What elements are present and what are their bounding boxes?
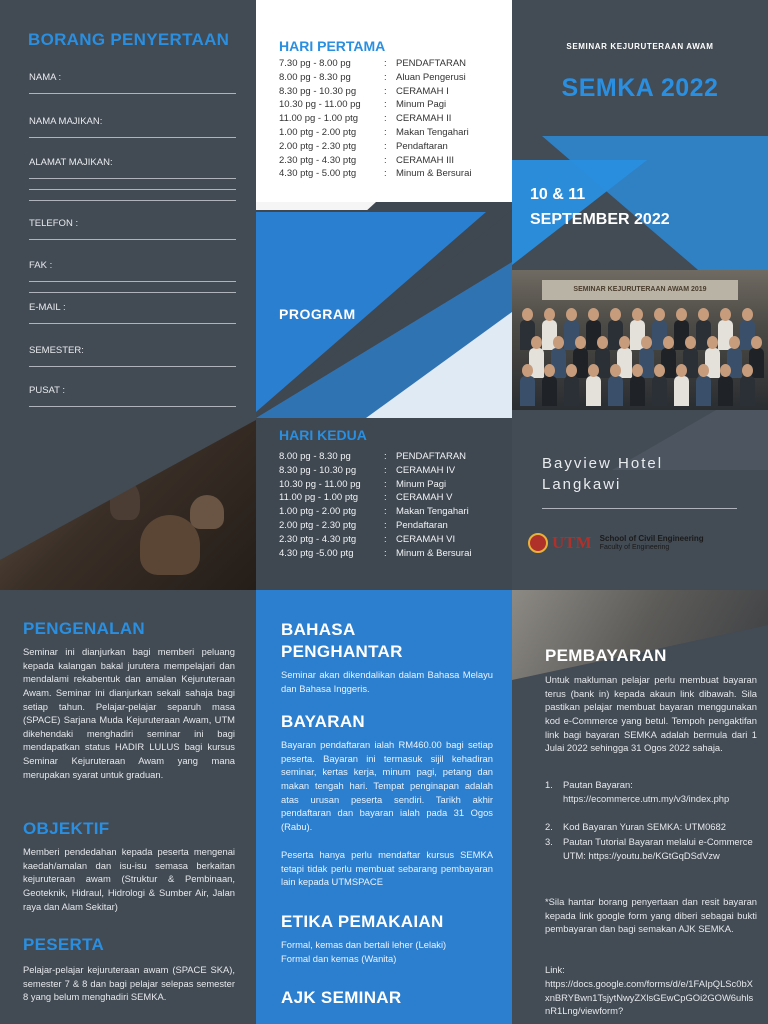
schedule-item: Aluan Pengerusi	[396, 71, 466, 83]
schedule-row	[279, 86, 509, 97]
pembayaran-heading: PEMBAYARAN	[545, 646, 667, 665]
venue-location: Langkawi	[542, 476, 622, 493]
peserta-text: Pelajar-pelajar kejuruteraan awam (SPACE SKA), semester 7 & 8 dan bagi pelajar selepas semester 8 yang belum menghadiri SEMKA.	[23, 964, 235, 1003]
schedule-item: Minum Pagi	[396, 478, 447, 490]
field-alamat-majikan[interactable]	[29, 157, 236, 201]
attendee-head	[729, 336, 740, 349]
field-line	[29, 313, 236, 324]
schedule-separator: :	[384, 113, 387, 125]
schedule-item: Minum Pagi	[396, 99, 447, 111]
schedule-row	[279, 99, 509, 110]
attendee-head	[685, 336, 696, 349]
bayaran-text: Bayaran pendaftaran ialah RM460.00 bagi setiap peserta. Bayaran ini termasuk sijil kehadiran seminar, kertas kerja, minum pagi, petang dan makan tengah hari. Tempat penginapan adalah atas urusan peserta sendiri. Tarikh akhir pendaftaran dan bayaran ialah pada 31 Ogos (Rabu).	[281, 739, 493, 832]
google-form-link[interactable]: https://docs.google.com/forms/d/e/1FAIpQLSc0bXxnBRYBwn1TsjytNwyZXlsGEwCpGOi2GOW6uhlsnR1Lng/viewform?	[545, 978, 754, 1017]
schedule-row	[279, 520, 509, 531]
decorative-triangle	[0, 420, 256, 560]
schedule-row	[279, 72, 509, 83]
schedule-row	[279, 492, 509, 503]
schedule-row	[279, 534, 509, 545]
field-line	[29, 168, 236, 179]
schedule-item: Pendaftaran	[396, 140, 448, 152]
field-label: SEMESTER:	[29, 345, 84, 356]
schedule-separator: :	[384, 451, 387, 462]
objektif-heading: OBJEKTIF	[23, 819, 110, 838]
attendee-head	[676, 308, 687, 321]
attendee-head	[544, 364, 555, 377]
attendee-body	[652, 376, 667, 406]
attendee-head	[588, 364, 599, 377]
schedule-time: 1.00 ptg - 2.00 ptg	[279, 506, 357, 518]
payment-panel	[512, 590, 768, 1024]
schedule-separator: :	[384, 520, 387, 531]
schedule-separator: :	[384, 533, 387, 545]
attendee-head	[566, 364, 577, 377]
schedule-separator: :	[384, 547, 387, 559]
program-label: PROGRAM	[279, 306, 356, 322]
field-label: NAMA MAJIKAN:	[29, 116, 103, 127]
seminar-subtitle: SEMINAR KEJURUTERAAN AWAM	[566, 42, 714, 51]
attendee-body	[674, 376, 689, 406]
attendee-head	[597, 336, 608, 349]
schedule-row	[279, 58, 509, 69]
attendee-head	[663, 336, 674, 349]
schedule-row	[279, 155, 509, 166]
pengenalan-heading: PENGENALAN	[23, 619, 146, 638]
field-line	[29, 282, 236, 293]
attendee-body	[696, 376, 711, 406]
attendee-head	[654, 308, 665, 321]
list-item	[545, 835, 757, 862]
attendee-head	[544, 308, 555, 321]
attendee-head	[698, 308, 709, 321]
registration-form-panel	[0, 0, 256, 590]
attendee-head	[610, 364, 621, 377]
attendee-head	[619, 336, 630, 349]
schedule-item: CERAMAH II	[396, 113, 452, 125]
faculty-name: Faculty of Engineering	[599, 543, 670, 551]
field-fak[interactable]	[29, 260, 236, 293]
field-label: E-MAIL :	[29, 302, 66, 313]
event-title: SEMKA 2022	[561, 74, 719, 102]
utm-wordmark: UTM	[552, 533, 592, 552]
group-photo	[512, 270, 768, 410]
schedule-time: 11.00 pg - 1.00 ptg	[279, 492, 359, 504]
participants-photo	[0, 420, 256, 590]
info-panel	[256, 590, 512, 1024]
schedule-row	[279, 479, 509, 490]
attendee-head	[566, 308, 577, 321]
utm-logo	[528, 533, 704, 553]
schedule-separator: :	[384, 99, 387, 111]
field-pusat[interactable]	[29, 385, 236, 407]
schedule-separator: :	[384, 464, 387, 476]
school-name: School of Civil Engineering	[599, 534, 704, 544]
attendee-head	[522, 308, 533, 321]
event-date-month: SEPTEMBER 2022	[530, 211, 670, 228]
schedule-separator: :	[384, 506, 387, 518]
schedule-time: 10.30 pg - 11.00 pg	[279, 99, 361, 111]
schedule-row	[279, 465, 509, 476]
attendee-head	[588, 308, 599, 321]
attendee-head	[720, 308, 731, 321]
schedule-time: 2.00 ptg - 2.30 ptg	[279, 520, 357, 531]
event-date-days: 10 & 11	[530, 186, 586, 203]
schedule-separator: :	[384, 168, 387, 180]
introduction-panel	[0, 590, 256, 1024]
list-number: 1.	[545, 779, 553, 790]
attendee-body	[564, 376, 579, 406]
bahasa-text: Seminar akan dikendalikan dalam Bahasa Melayu dan Bahasa Inggeris.	[281, 669, 493, 694]
payment-code-text: Kod Bayaran Yuran SEMKA: UTM0682	[563, 821, 726, 832]
schedule-time: 4.30 ptg -5.00 ptg	[279, 547, 354, 559]
list-item	[545, 778, 757, 805]
schedule-item: Makan Tengahari	[396, 127, 469, 138]
schedule-time: 8.00 pg - 8.30 pg	[279, 71, 351, 83]
schedule-row	[279, 506, 509, 517]
attendee-head	[610, 308, 621, 321]
etika-heading: ETIKA PEMAKAIAN	[281, 912, 444, 931]
field-label: FAK :	[29, 260, 53, 271]
schedule-item: CERAMAH VI	[396, 533, 456, 545]
attendee-head	[575, 336, 586, 349]
field-line	[29, 396, 236, 407]
bayaran-note: Peserta hanya perlu mendaftar kursus SEMKA tetapi tidak perlu membuat sebarang pembayaran lain kepada UTMSPACE	[281, 849, 493, 888]
etika-line-women: Formal dan kemas (Wanita)	[281, 953, 397, 964]
schedule-item: PENDAFTARAN	[396, 451, 467, 462]
schedule-row	[279, 548, 509, 559]
schedule-row	[279, 451, 509, 462]
schedule-item: Pendaftaran	[396, 520, 448, 531]
schedule-row	[279, 113, 509, 124]
list-item	[545, 820, 757, 834]
bahasa-heading-1: BAHASA	[281, 620, 356, 639]
schedule-time: 8.00 pg - 8.30 pg	[279, 451, 351, 462]
field-line	[29, 229, 236, 240]
attendee-head	[707, 336, 718, 349]
photo-banner: SEMINAR KEJURUTERAAN AWAM 2019	[542, 280, 738, 300]
field-telefon[interactable]	[29, 218, 236, 240]
schedule-time: 11.00 pg - 1.00 ptg	[279, 113, 359, 125]
schedule-separator: :	[384, 127, 387, 138]
attendee-body	[586, 376, 601, 406]
field-line	[29, 83, 236, 94]
schedule-separator: :	[384, 478, 387, 490]
attendee-body	[520, 376, 535, 406]
cover-panel	[512, 0, 768, 590]
field-label: PUSAT :	[29, 385, 66, 396]
schedule-row	[279, 127, 509, 138]
day2-title: HARI KEDUA	[279, 427, 367, 443]
attendee-head	[641, 336, 652, 349]
day1-schedule	[256, 0, 512, 202]
schedule-row	[279, 141, 509, 152]
link-label: Link:	[545, 964, 565, 975]
schedule-time: 7.30 pg - 8.00 pg	[279, 58, 351, 69]
attendee-body	[740, 376, 755, 406]
schedule-time: 2.30 ptg - 4.30 ptg	[279, 533, 357, 545]
schedule-separator: :	[384, 71, 387, 83]
attendee-head	[654, 364, 665, 377]
schedule-separator: :	[384, 492, 387, 504]
field-line	[29, 271, 236, 282]
schedule-panel	[256, 0, 512, 590]
schedule-separator: :	[384, 85, 387, 97]
day1-title: HARI PERTAMA	[279, 38, 386, 54]
schedule-separator: :	[384, 154, 387, 166]
field-label: TELEFON :	[29, 218, 79, 229]
day2-schedule	[256, 418, 512, 590]
list-number: 2.	[545, 821, 553, 832]
submission-note: *Sila hantar borang penyertaan dan resit bayaran kepada link google form yang diberi sebagai bukti pembayaran dan bagi semakan AJK SEMKA.	[545, 896, 757, 935]
utm-crest-icon	[528, 533, 548, 553]
schedule-time: 2.00 ptg - 2.30 ptg	[279, 140, 357, 152]
attendee-head	[676, 364, 687, 377]
attendee-head	[522, 364, 533, 377]
etika-line-men: Formal, kemas dan bertali leher (Lelaki)	[281, 939, 447, 950]
schedule-time: 2.30 ptg - 4.30 ptg	[279, 154, 357, 166]
ajk-heading: AJK SEMINAR	[281, 988, 402, 1007]
attendee-head	[742, 364, 753, 377]
schedule-item: CERAMAH V	[396, 492, 453, 504]
form-title: BORANG PENYERTAAN	[28, 30, 230, 49]
schedule-item: Minum & Bersurai	[396, 168, 472, 180]
attendee-head	[553, 336, 564, 349]
attendee-head	[531, 336, 542, 349]
field-semester[interactable]	[29, 345, 236, 367]
attendee-head	[698, 364, 709, 377]
schedule-time: 4.30 ptg - 5.00 ptg	[279, 168, 357, 180]
bayaran-heading: BAYARAN	[281, 712, 365, 731]
attendee-head	[742, 308, 753, 321]
schedule-item: Minum & Bersurai	[396, 547, 472, 559]
schedule-item: PENDAFTARAN	[396, 58, 467, 69]
field-nama-majikan[interactable]	[29, 116, 236, 138]
schedule-time: 8.30 pg - 10.30 pg	[279, 85, 357, 97]
venue-name: Bayview Hotel	[542, 455, 664, 472]
field-line	[29, 179, 236, 190]
schedule-item: Makan Tengahari	[396, 506, 469, 518]
schedule-item: CERAMAH IV	[396, 464, 456, 476]
pengenalan-text: Seminar ini dianjurkan bagi memberi peluang kepada kalangan bakal jurutera mempelajari dan mendalami rekabentuk dan amalan Kejuruteraan Awam. Seminar ini dianjurkan sekali sahaja bagi setiap tahun. Pelajar-pelajar separuh masa (SPACE) Sarjana Muda Kejuruteraan Awam, UTM dikehendaki menghadiri seminar ini bagi mendapatkan status HADIR LULUS bagi kursus Seminar Kejuruteraan Awam yang mana merupakan syarat untuk graduan.	[23, 646, 235, 780]
peserta-heading: PESERTA	[23, 935, 105, 954]
attendee-head	[751, 336, 762, 349]
objektif-text: Memberi pendedahan kepada peserta mengenai kaedah/amalan dan isu-isu semasa berkaitan kejuruteraan awam (Struktur & Pembinaan, Geoteknik, Hidraul, Hidrologi & Sumber Air, Jalan raya dan Alam Sekitar)	[23, 846, 235, 912]
tutorial-link-text[interactable]: Pautan Tutorial Bayaran melalui e-Commerce UTM: https://youtu.be/KGtGqDSdVzw	[563, 836, 753, 861]
schedule-separator: :	[384, 140, 387, 152]
schedule-row	[279, 168, 509, 179]
attendee-head	[632, 308, 643, 321]
list-number: 3.	[545, 836, 553, 847]
payment-photo-overlay	[512, 590, 768, 680]
school-name-block	[600, 534, 704, 551]
divider	[542, 508, 737, 509]
schedule-time: 10.30 pg - 11.00 pg	[279, 478, 361, 490]
attendee-head	[632, 364, 643, 377]
field-nama[interactable]	[29, 72, 236, 94]
field-label: ALAMAT MAJIKAN:	[29, 157, 113, 168]
attendee-body	[608, 376, 623, 406]
attendee-head	[720, 364, 731, 377]
payment-link-text[interactable]: Pautan Bayaran: https://ecommerce.utm.my/v3/index.php	[563, 779, 730, 804]
field-email[interactable]	[29, 302, 236, 324]
field-line	[29, 127, 236, 138]
pembayaran-text: Untuk makluman pelajar perlu membuat bayaran terus (bank in) kepada akaun link dibawah. Sila pastikan pelajar membuat bayaran menggunakan kod e-Commerce yang betul. Tempoh pengaktifan link bagi bayaran SEMKA adalah bermula dari 1 Julai 2022 sehingga 31 Ogos 2022 sahaja.	[545, 674, 757, 754]
schedule-item: CERAMAH I	[396, 85, 449, 97]
bahasa-heading-2: PENGHANTAR	[281, 642, 403, 661]
field-line	[29, 190, 236, 201]
schedule-time: 1.00 ptg - 2.00 ptg	[279, 127, 357, 138]
field-line	[29, 356, 236, 367]
attendee-body	[718, 376, 733, 406]
attendee-body	[542, 376, 557, 406]
field-label: NAMA :	[29, 72, 62, 83]
schedule-time: 8.30 pg - 10.30 pg	[279, 464, 357, 476]
schedule-separator: :	[384, 58, 387, 69]
attendee-body	[630, 376, 645, 406]
schedule-item: CERAMAH III	[396, 154, 455, 166]
